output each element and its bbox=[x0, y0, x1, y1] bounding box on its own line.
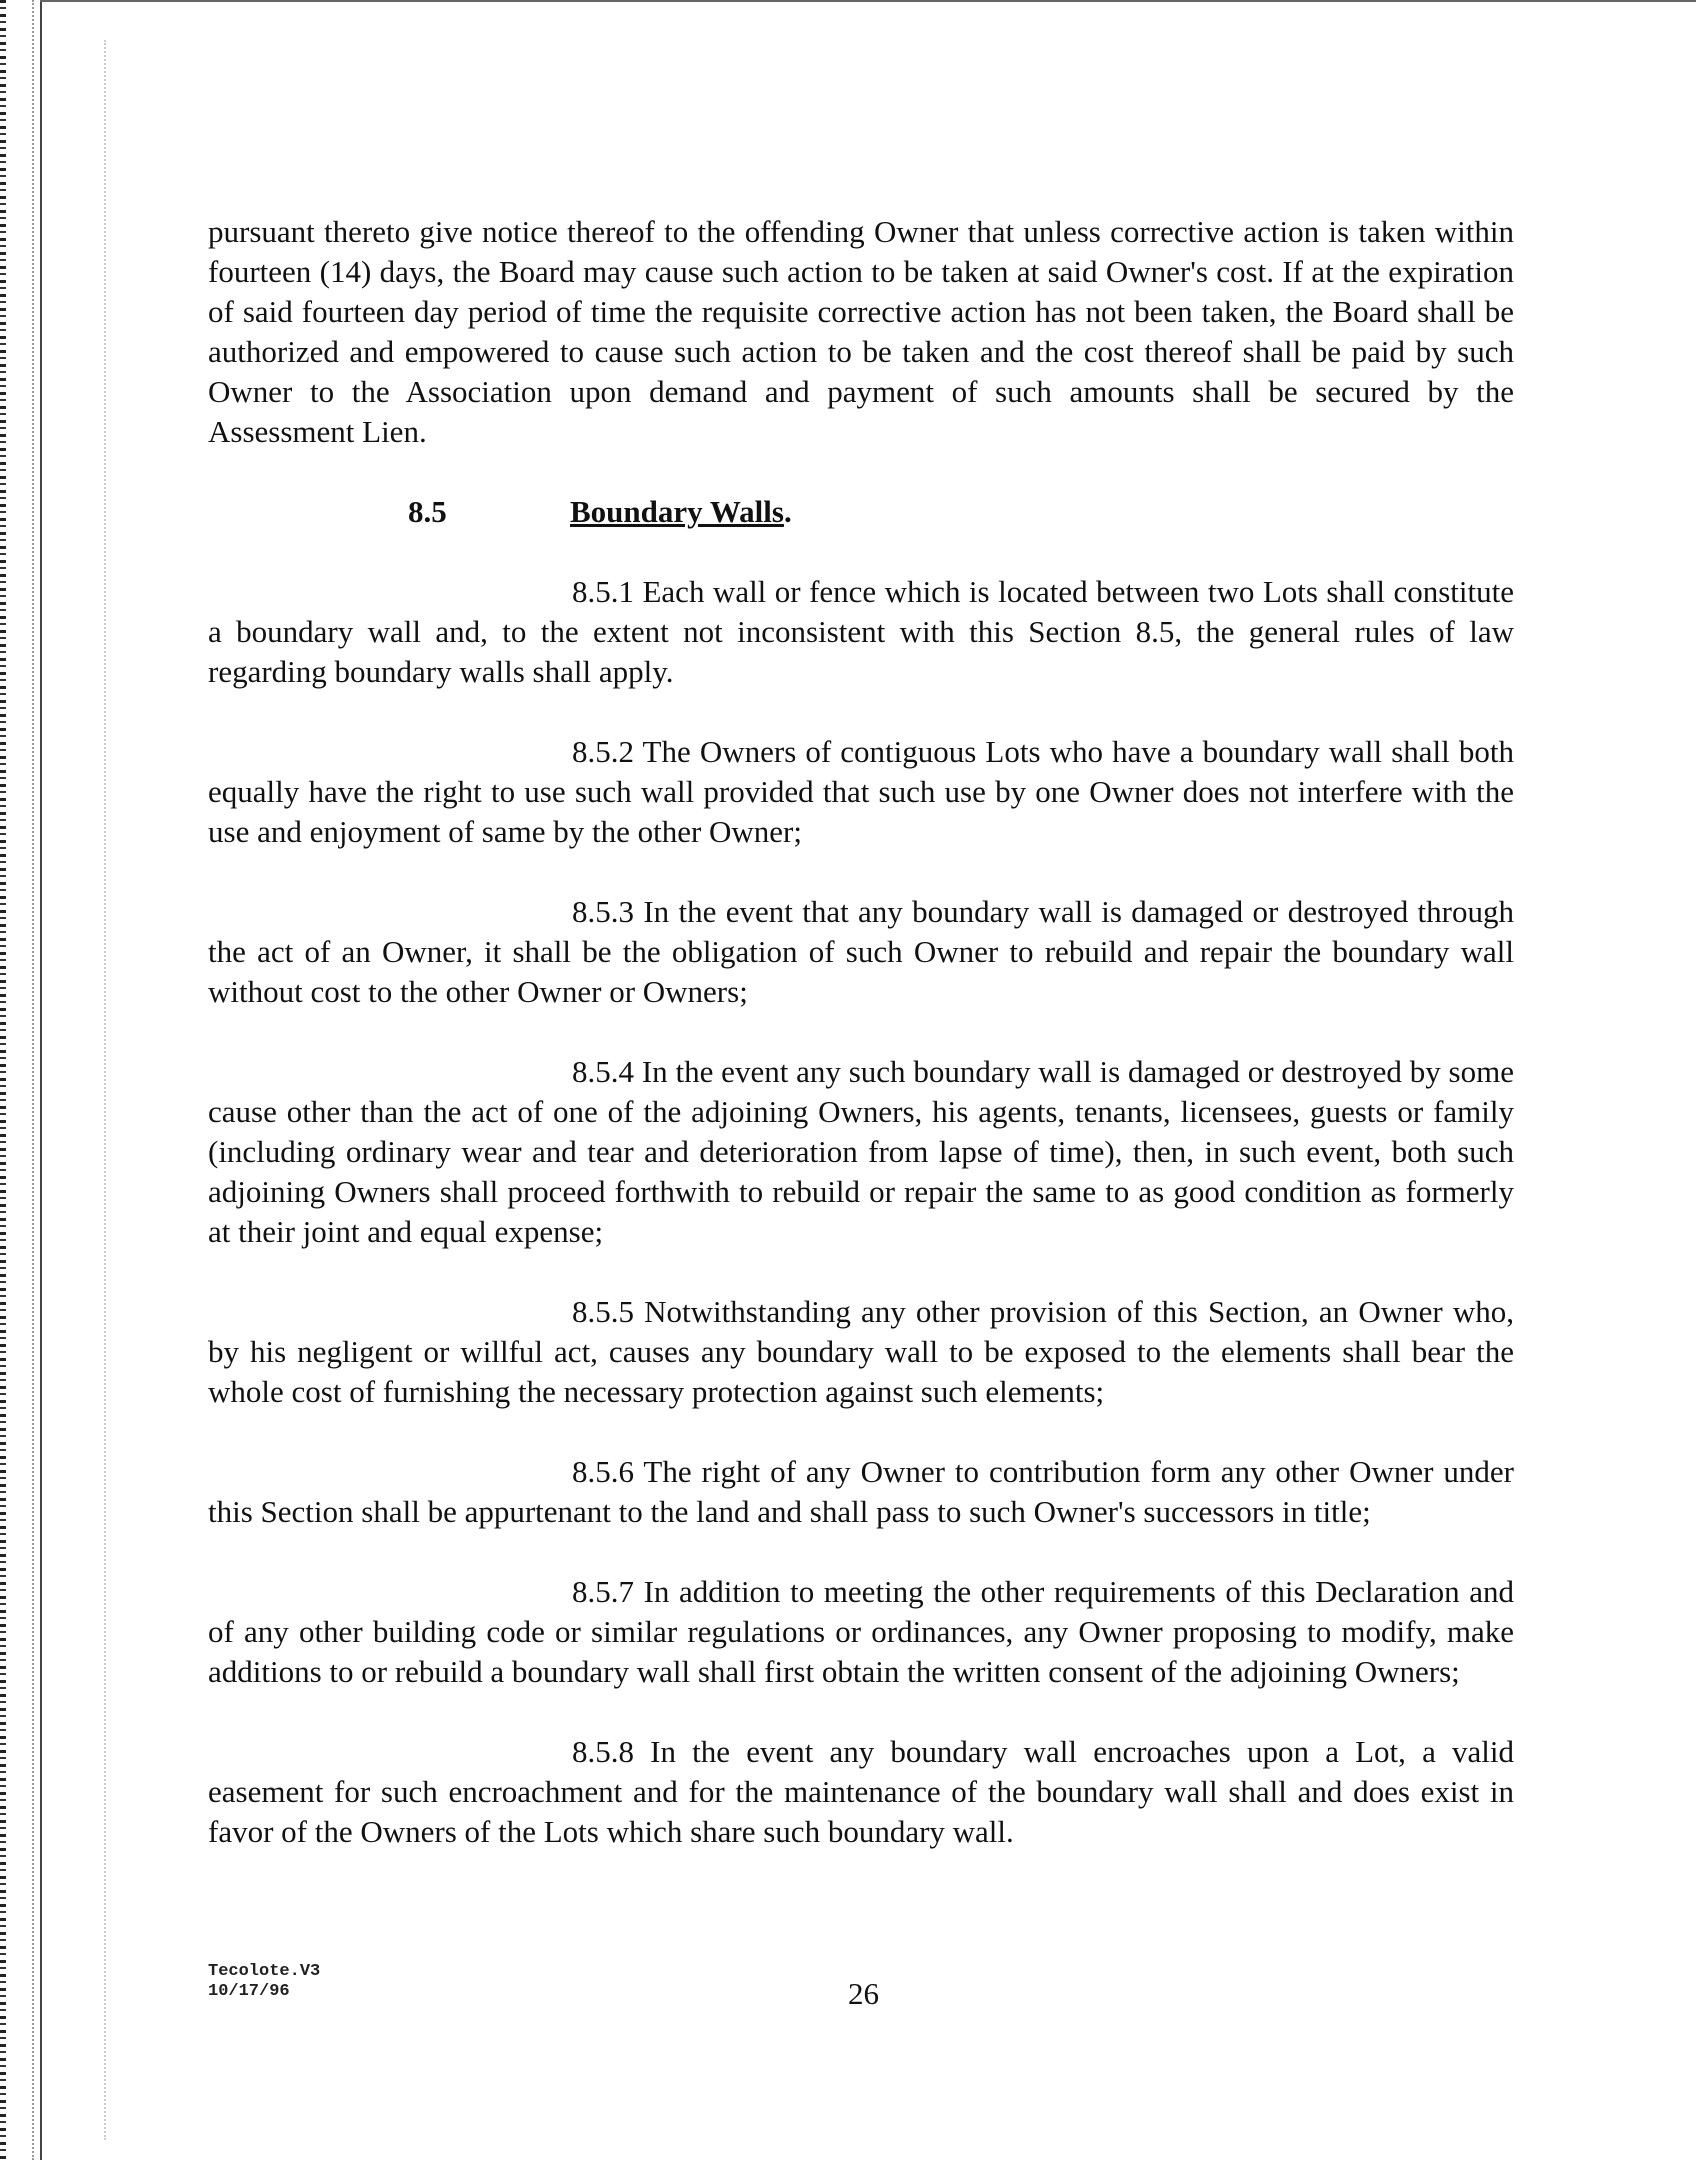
footer-doc-info bbox=[208, 1962, 320, 2002]
scan-line-artifact bbox=[40, 0, 42, 2160]
subsection-8-5-3: 8.5.3 In the event that any boundary wall is damaged or destroyed through the act of an Owner, it shall be the obligation of such Owner to rebuild and repair the boundary wall without cost to the other Owner or Owners; bbox=[208, 894, 1514, 1009]
footer-doc-id: Tecolote.V3 bbox=[208, 1962, 321, 1981]
intro-paragraph: pursuant thereto give notice thereof to the offending Owner that unless corrective action is taken within fourteen (14) days, the Board may cause such action to be taken at said Owner's cost. If at the expiration of said fourteen day period of time the requisite corrective action has not been taken, the Board shall be authorized and empowered to cause such action to be taken and the cost thereof shall be paid by such Owner to the Association upon demand and payment of such amounts shall be secured by the Assessment Lien. bbox=[208, 214, 1514, 449]
footer-date: 10/17/96 bbox=[208, 1982, 290, 2001]
subsection-8-5-2: 8.5.2 The Owners of contiguous Lots who have a boundary wall shall both equally have the right to use such wall provided that such use by one Owner does not interfere with the use and enjoyment of same by the other Owner; bbox=[208, 734, 1514, 849]
scan-edge-artifact bbox=[0, 0, 6, 2160]
page-number: 26 bbox=[848, 1976, 879, 2011]
section-heading bbox=[208, 492, 1514, 532]
scan-dots-artifact bbox=[32, 0, 34, 2160]
section-title-suffix: . bbox=[783, 494, 792, 529]
subsection-8-5-5: 8.5.5 Notwithstanding any other provision of this Section, an Owner who, by his negligent or willful act, causes any boundary wall to be exposed to the elements shall bear the whole cost of furnishing the necessary protection against such elements; bbox=[208, 1294, 1514, 1409]
subsection-8-5-7: 8.5.7 In addition to meeting the other requirements of this Declaration and of any other building code or similar regulations or ordinances, any Owner proposing to modify, make additions to or rebuild a boundary wall shall first obtain the written consent of the adjoining Owners; bbox=[208, 1574, 1514, 1689]
section-title bbox=[570, 492, 792, 532]
subsection-8-5-8: 8.5.8 In the event any boundary wall encroaches upon a Lot, a valid easement for such encroachment and for the maintenance of the boundary wall shall and does exist in favor of the Owners of the Lots which share such boundary wall. bbox=[208, 1734, 1514, 1849]
top-rule bbox=[40, 0, 1696, 2]
document-page bbox=[208, 212, 1514, 1852]
scan-dots-artifact-2 bbox=[104, 40, 106, 2140]
subsection-8-5-4: 8.5.4 In the event any such boundary wall is damaged or destroyed by some cause other than the act of one of the adjoining Owners, his agents, tenants, licensees, guests or family (including ordinary wear and tear and deterioration from lapse of time), then, in such event, both such adjoining Owners shall proceed forthwith to rebuild or repair the same to as good condition as formerly at their joint and equal expense; bbox=[208, 1054, 1514, 1249]
subsection-8-5-1: 8.5.1 Each wall or fence which is located between two Lots shall constitute a boundary wall and, to the extent not inconsistent with this Section 8.5, the general rules of law regarding boundary walls shall apply. bbox=[208, 574, 1514, 689]
section-title-text: Boundary Walls bbox=[570, 494, 784, 529]
section-number: 8.5 bbox=[408, 494, 447, 529]
subsection-8-5-6: 8.5.6 The right of any Owner to contribution form any other Owner under this Section shall be appurtenant to the land and shall pass to such Owner's successors in title; bbox=[208, 1454, 1514, 1529]
